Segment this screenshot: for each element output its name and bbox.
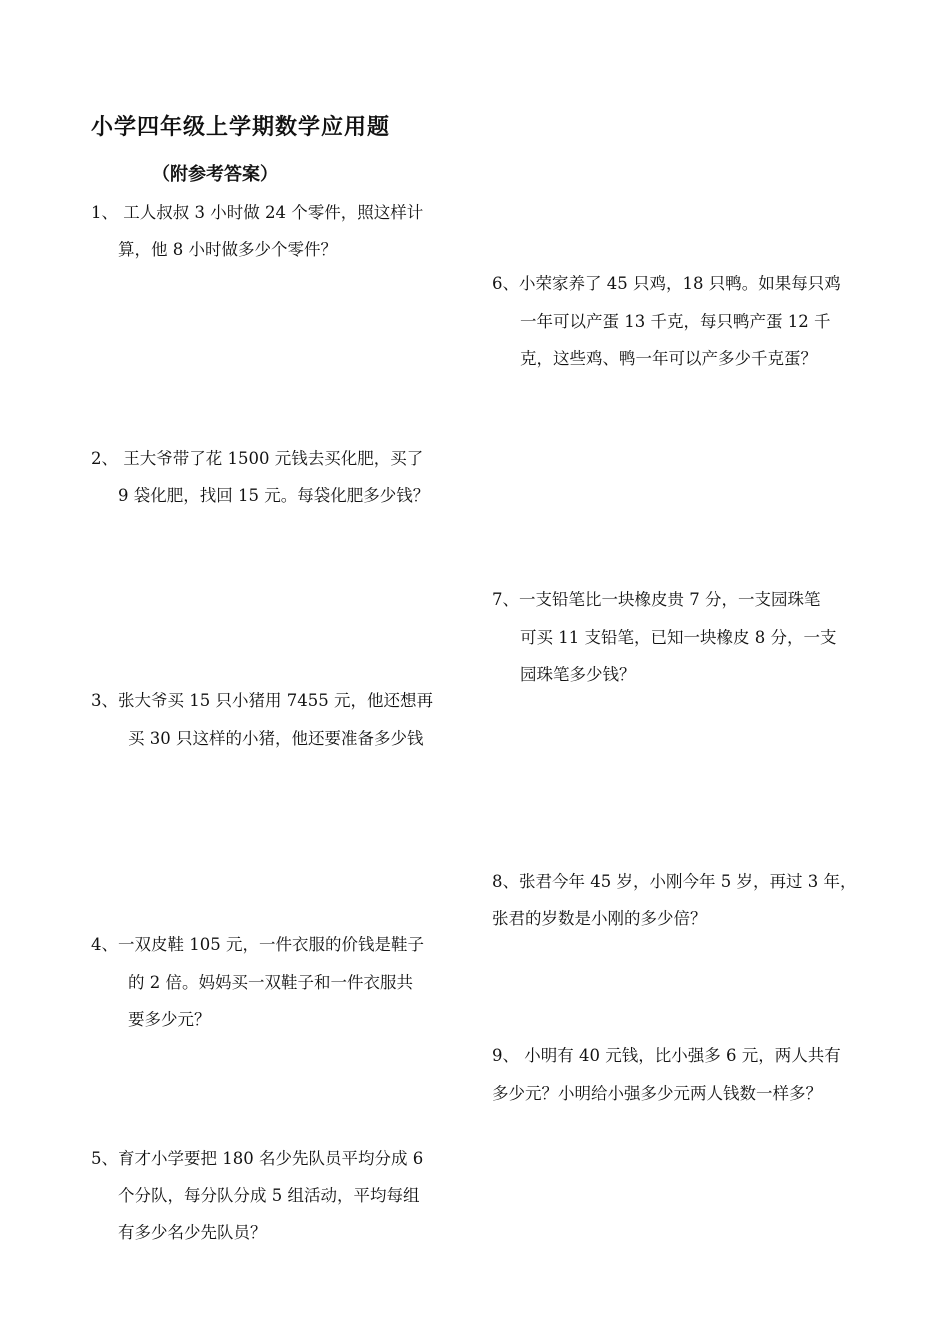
problem-5-line-2: 个分队，每分队分成 5 组活动，平均每组 [118,1186,420,1205]
problem-8-line-1: 8、张君今年 45 岁，小刚今年 5 岁，再过 3 年， [492,872,857,891]
problem-2-line-2: 9 袋化肥，找回 15 元。每袋化肥多少钱？ [118,486,430,505]
problem-3-line-2: 买 30 只这样的小猪，他还要准备多少钱 [128,729,424,748]
problem-4-line-2: 的 2 倍。妈妈买一双鞋子和一件衣服共 [128,973,413,992]
problem-2-line-1: 2、 王大爷带了花 1500 元钱去买化肥，买了 [91,449,424,468]
problem-7-line-3: 园珠笔多少钱？ [520,665,636,684]
problem-6-line-2: 一年可以产蛋 13 千克，每只鸭产蛋 12 千 [520,312,831,331]
problem-9-line-1: 9、 小明有 40 元钱，比小强多 6 元，两人共有 [492,1046,841,1065]
problem-5-line-3: 有多少名少先队员？ [118,1223,267,1242]
problem-3-line-1: 3、张大爷买 15 只小猪用 7455 元，他还想再 [91,691,433,710]
document-title: 小学四年级上学期数学应用题 [91,114,391,140]
problem-4-line-1: 4、一双皮鞋 105 元，一件衣服的价钱是鞋子 [91,935,424,954]
problem-8-line-2: 张君的岁数是小刚的多少倍？ [492,909,707,928]
problem-1-line-2: 算，他 8 小时做多少个零件？ [118,240,337,259]
problem-6-line-1: 6、小荣家养了 45 只鸡，18 只鸭。如果每只鸡 [492,274,841,293]
document-subtitle: （附参考答案） [152,164,278,185]
problem-6-line-3: 克，这些鸡、鸭一年可以产多少千克蛋？ [520,349,817,368]
problem-5-line-1: 5、育才小学要把 180 名少先队员平均分成 6 [91,1149,424,1168]
problem-7-line-1: 7、一支铅笔比一块橡皮贵 7 分，一支园珠笔 [492,590,821,609]
problem-1-line-1: 1、 工人叔叔 3 小时做 24 个零件，照这样计 [91,203,424,222]
problem-7-line-2: 可买 11 支铅笔，已知一块橡皮 8 分，一支 [520,628,837,647]
problem-4-line-3: 要多少元？ [128,1010,211,1029]
problem-9-line-2: 多少元？小明给小强多少元两人钱数一样多？ [492,1084,822,1103]
